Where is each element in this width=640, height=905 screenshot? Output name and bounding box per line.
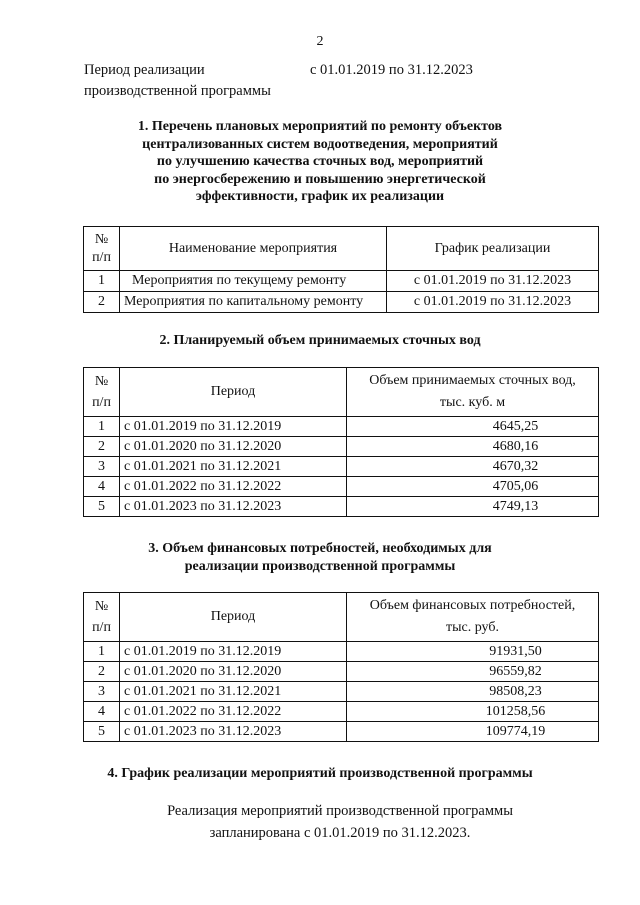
- num-header-line2: п/п: [92, 395, 111, 410]
- row-value: 4680,16: [347, 437, 599, 457]
- table-row: [84, 437, 599, 457]
- row-num: 2: [84, 292, 120, 313]
- period-label: [84, 60, 271, 102]
- row-num: 2: [84, 662, 120, 682]
- section2-title: 2. Планируемый объем принимаемых сточных вод: [159, 333, 481, 348]
- table-row: [84, 642, 599, 662]
- row-schedule: с 01.01.2019 по 31.12.2023: [387, 292, 599, 313]
- num-header-line2: п/п: [92, 249, 111, 265]
- financial-header: [347, 593, 599, 642]
- section1-title-line: централизованных систем водоотведения, мероприятий: [142, 136, 498, 152]
- table-row: [84, 271, 599, 292]
- table-row: [84, 497, 599, 517]
- wastewater-volume-table: [83, 367, 599, 517]
- section1-title-line: эффективности, график их реализации: [195, 189, 445, 204]
- financial-header-line2: тыс. руб.: [446, 620, 499, 635]
- row-period: с 01.01.2019 по 31.12.2019: [120, 417, 347, 437]
- row-value: 4749,13: [347, 497, 599, 517]
- row-value: 96559,82: [347, 662, 599, 682]
- financial-header-line1: Объем финансовых потребностей,: [369, 598, 576, 613]
- row-name: Мероприятия по капитальному ремонту: [120, 292, 387, 313]
- page-number: 2: [316, 34, 324, 49]
- num-header-line2: п/п: [92, 620, 111, 635]
- row-value: 109774,19: [347, 722, 599, 742]
- financial-needs-table: [83, 592, 599, 742]
- name-header: Наименование мероприятия: [120, 227, 387, 271]
- table-row: [84, 682, 599, 702]
- row-num: 2: [84, 437, 120, 457]
- row-name: Мероприятия по текущему ремонту: [120, 271, 387, 292]
- table-header-row: [84, 227, 599, 271]
- section1-title-line: по улучшению качества сточных вод, мероприятий: [156, 154, 484, 169]
- period-value: с 01.01.2019 по 31.12.2023: [310, 62, 473, 78]
- table-row: [84, 477, 599, 497]
- table-row: [84, 722, 599, 742]
- row-schedule: с 01.01.2019 по 31.12.2023: [387, 271, 599, 292]
- num-header-line1: №: [94, 374, 109, 389]
- table-row: [84, 292, 599, 313]
- volume-header-line2: тыс. куб. м: [439, 395, 506, 410]
- row-value: 91931,50: [347, 642, 599, 662]
- row-value: 101258,56: [347, 702, 599, 722]
- row-period: с 01.01.2021 по 31.12.2021: [120, 457, 347, 477]
- volume-header-line1: Объем принимаемых сточных вод,: [369, 373, 576, 388]
- row-period: с 01.01.2020 по 31.12.2020: [120, 437, 347, 457]
- row-period: с 01.01.2022 по 31.12.2022: [120, 477, 347, 497]
- row-num: 4: [84, 702, 120, 722]
- row-num: 1: [84, 642, 120, 662]
- row-period: с 01.01.2021 по 31.12.2021: [120, 682, 347, 702]
- table-row: [84, 457, 599, 477]
- row-value: 4705,06: [347, 477, 599, 497]
- activities-table: [83, 226, 599, 313]
- period-label-line1: Период реализации: [84, 62, 205, 78]
- section4-paragraph: [0, 800, 640, 844]
- row-period: с 01.01.2020 по 31.12.2020: [120, 662, 347, 682]
- table-row: [84, 417, 599, 437]
- volume-header: [347, 368, 599, 417]
- table-header-row: [84, 368, 599, 417]
- period-header: Период: [120, 593, 347, 642]
- row-num: 5: [84, 497, 120, 517]
- row-num: 1: [84, 271, 120, 292]
- paragraph-line2: запланирована с 01.01.2019 по 31.12.2023.: [209, 825, 471, 841]
- row-value: 98508,23: [347, 682, 599, 702]
- section4-title: 4. График реализации мероприятий производственной программы: [107, 766, 533, 781]
- row-num: 4: [84, 477, 120, 497]
- paragraph-line1: Реализация мероприятий производственной программы: [167, 803, 513, 819]
- row-period: с 01.01.2022 по 31.12.2022: [120, 702, 347, 722]
- num-header: [84, 227, 120, 271]
- row-num: 3: [84, 457, 120, 477]
- num-header: [84, 593, 120, 642]
- schedule-header: График реализации: [387, 227, 599, 271]
- num-header: [84, 368, 120, 417]
- num-header-line1: №: [94, 599, 109, 614]
- section1-title-line: 1. Перечень плановых мероприятий по ремонту объектов: [137, 119, 503, 134]
- section3-title-line: 3. Объем финансовых потребностей, необходимых для: [148, 541, 492, 556]
- table-row: [84, 702, 599, 722]
- num-header-line1: №: [94, 231, 109, 247]
- period-label-line2: производственной программы: [84, 83, 271, 99]
- row-num: 5: [84, 722, 120, 742]
- table-header-row: [84, 593, 599, 642]
- row-num: 3: [84, 682, 120, 702]
- section3-title-line: реализации производственной программы: [184, 558, 456, 574]
- row-num: 1: [84, 417, 120, 437]
- table-row: [84, 662, 599, 682]
- row-period: с 01.01.2023 по 31.12.2023: [120, 497, 347, 517]
- row-value: 4645,25: [347, 417, 599, 437]
- period-header: Период: [120, 368, 347, 417]
- section1-title-line: по энергосбережению и повышению энергетической: [154, 171, 486, 187]
- section1-title: [0, 118, 640, 206]
- row-period: с 01.01.2019 по 31.12.2019: [120, 642, 347, 662]
- row-value: 4670,32: [347, 457, 599, 477]
- row-period: с 01.01.2023 по 31.12.2023: [120, 722, 347, 742]
- section3-title: [0, 540, 640, 575]
